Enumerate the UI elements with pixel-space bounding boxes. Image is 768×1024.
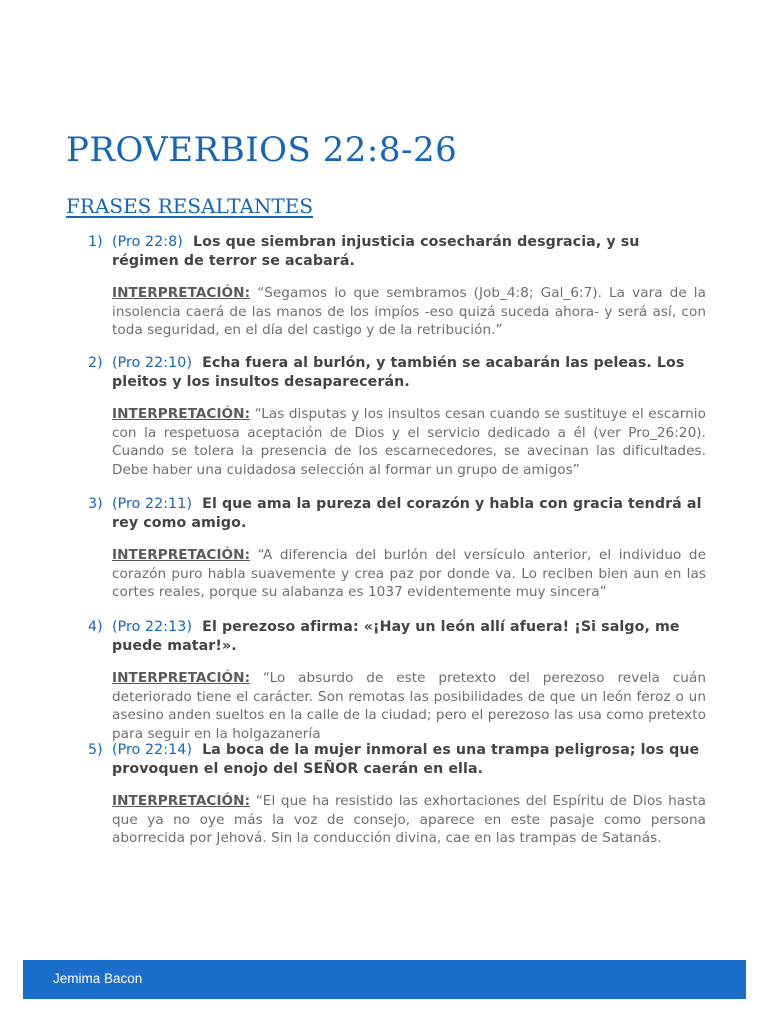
verse (88, 495, 706, 533)
interpretation (112, 405, 706, 479)
interpretation (112, 546, 706, 602)
interpretation (112, 669, 706, 743)
list-item (88, 618, 706, 743)
page-title: PROVERBIOS 22:8-26 (66, 130, 458, 170)
footer-author: Jemima Bacon (53, 971, 143, 986)
interpretation-text: “A diferencia del burlón del versículo anterior, el individuo de corazón puro habla suavemente y crea paz por donde va. Lo reciben bien aun en las cortes reales, porque su alabanza es 1037 evidentemente muy sincera” (112, 547, 707, 600)
interpretation (112, 792, 706, 848)
item-number: 1) (88, 234, 103, 250)
interpretation-label: INTERPRETACIÓN: (112, 670, 251, 686)
verse-text: Echa fuera al burlón, y también se acabarán las peleas. Los pleitos y los insultos desaparecerán. (112, 355, 685, 390)
footer-bar (23, 960, 746, 999)
verse-reference: (Pro 22:14) (112, 742, 193, 758)
interpretation-label: INTERPRETACIÓN: (112, 285, 251, 301)
verse-text: El que ama la pureza del corazón y habla con gracia tendrá al rey como amigo. (112, 496, 702, 531)
verse (88, 741, 706, 779)
verse-text: Los que siembran injusticia cosecharán desgracia, y su régimen de terror se acabará. (112, 234, 640, 269)
interpretation-text: “Segamos lo que sembramos (Job_4:8; Gal_6:7). La vara de la insolencia caerá de las manos de los impíos -eso quizá suceda ahora- y será así, con toda seguridad, en el día del castigo y de la retribución.” (112, 285, 706, 338)
interpretation-text: “Las disputas y los insultos cesan cuando se sustituye el escarnio con la respetuosa aceptación de Dios y el servicio dedicado a él (ver Pro_26:20). Cuando se tolera la presencia de los escarnecedores, se avecinan las dificultades. Debe haber una cuidadosa selección al formar un grupo de amigos” (112, 406, 706, 478)
item-number: 4) (88, 619, 103, 635)
item-number: 2) (88, 355, 103, 371)
verse (88, 618, 706, 656)
verse-reference: (Pro 22:11) (112, 496, 193, 512)
item-number: 5) (88, 742, 103, 758)
interpretation-label: INTERPRETACIÓN: (112, 547, 251, 563)
verse-text: La boca de la mujer inmoral es una trampa peligrosa; los que provoquen el enojo del SEÑOR caerán en ella. (112, 742, 700, 777)
verse-reference: (Pro 22:13) (112, 619, 193, 635)
list-item (88, 495, 706, 602)
list-item (88, 354, 706, 479)
item-number: 3) (88, 496, 103, 512)
verse-text: El perezoso afirma: «¡Hay un león allí afuera! ¡Si salgo, me puede matar!». (112, 619, 680, 654)
verse (88, 354, 706, 392)
interpretation (112, 284, 706, 340)
verse-reference: (Pro 22:8) (112, 234, 183, 250)
list-item (88, 741, 706, 848)
interpretation-label: INTERPRETACIÓN: (112, 793, 251, 809)
section-heading: FRASES RESALTANTES (66, 194, 314, 218)
verse-reference: (Pro 22:10) (112, 355, 193, 371)
list-item (88, 233, 706, 340)
verse (88, 233, 706, 271)
interpretation-text: “El que ha resistido las exhortaciones del Espíritu de Dios hasta que ya no oye más la voz de consejo, aparece en este pasaje como persona aborrecida por Jehová. Sin la conducción divina, cae en las trampas de Satanás. (112, 793, 707, 846)
interpretation-label: INTERPRETACIÓN: (112, 406, 251, 422)
interpretation-text: “Lo absurdo de este pretexto del perezoso revela cuán deteriorado tiene el carácter. Son remotas las posibilidades de que un león feroz o un asesino anden sueltos en la calle de la ciudad; pero el perezoso las usa como pretexto para seguir en la holgazanería (112, 670, 706, 742)
